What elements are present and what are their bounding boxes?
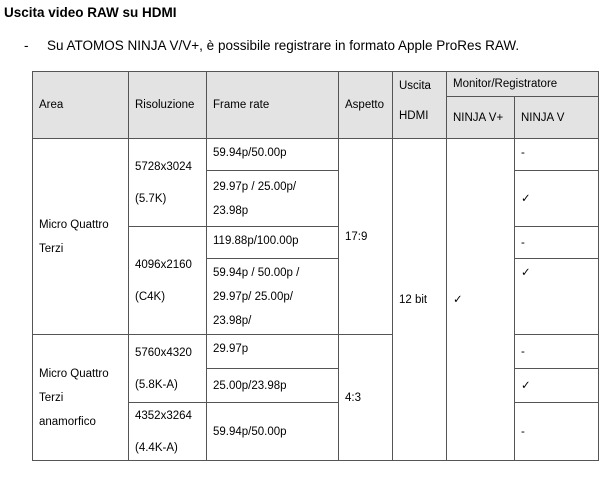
hdmi-output-value: 12 bit	[393, 139, 447, 461]
bullet-text: Su ATOMOS NINJA V/V+, è possibile registrare in formato Apple ProRes RAW.	[47, 38, 520, 53]
frame-rate-line: 23.98p/	[213, 314, 252, 327]
area-micro-four-thirds: Micro Quattro Terzi	[33, 139, 129, 335]
aspect-17-9: 17:9	[339, 139, 393, 335]
resolution-value: 4352x3264	[135, 409, 192, 422]
ninja-v-plus-check: ✓	[447, 139, 515, 461]
frame-rate-cell	[207, 171, 339, 227]
header-output-line2: HDMI	[399, 110, 429, 122]
frame-rate-line: 59.94p / 50.00p /	[213, 266, 300, 279]
header-ninja-v: NINJA V	[515, 97, 599, 139]
header-frame-rate: Frame rate	[207, 72, 339, 139]
frame-rate-line: 29.97p / 25.00p/	[213, 180, 297, 193]
resolution-label: (C4K)	[135, 290, 166, 303]
header-ninja-v-plus: NINJA V+	[447, 97, 515, 139]
header-output-line1: Uscita	[399, 80, 431, 92]
frame-rate-cell: 59.94p/50.00p	[207, 139, 339, 171]
resolution-value: 5728x3024	[135, 160, 192, 173]
resolution-label: (5.7K)	[135, 192, 167, 205]
resolution-value: 4096x2160	[135, 258, 192, 271]
frame-rate-cell	[207, 259, 339, 335]
header-area: Area	[33, 72, 129, 139]
resolution-label: (5.8K-A)	[135, 378, 178, 391]
header-monitor-recorder: Monitor/Registratore	[447, 72, 599, 97]
resolution-4352x3264	[129, 403, 207, 461]
page-title: Uscita video RAW su HDMI	[4, 5, 177, 20]
ninja-v-cell: -	[515, 403, 599, 461]
bullet-item	[24, 38, 519, 53]
resolution-value: 5760x4320	[135, 346, 192, 359]
frame-rate-line: 29.97p/ 25.00p/	[213, 290, 293, 303]
resolution-5728x3024	[129, 139, 207, 227]
ninja-v-cell: ✓	[515, 259, 599, 335]
frame-rate-cell: 59.94p/50.00p	[207, 403, 339, 461]
resolution-5760x4320	[129, 335, 207, 403]
bullet-marker: -	[24, 38, 29, 53]
ninja-v-cell: ✓	[515, 369, 599, 403]
ninja-v-cell: -	[515, 139, 599, 171]
frame-rate-cell: 25.00p/23.98p	[207, 369, 339, 403]
area-micro-four-thirds-anamorphic: Micro Quattro Terzi anamorfico	[33, 335, 129, 461]
frame-rate-line: 23.98p	[213, 204, 249, 217]
spec-table	[32, 71, 599, 461]
ninja-v-cell: -	[515, 227, 599, 259]
header-hdmi-output	[393, 72, 447, 139]
header-aspect: Aspetto	[339, 72, 393, 139]
ninja-v-cell: ✓	[515, 171, 599, 227]
frame-rate-cell: 119.88p/100.00p	[207, 227, 339, 259]
header-resolution: Risoluzione	[129, 72, 207, 139]
frame-rate-cell: 29.97p	[207, 335, 339, 369]
resolution-4096x2160	[129, 227, 207, 335]
ninja-v-cell: -	[515, 335, 599, 369]
resolution-label: (4.4K-A)	[135, 441, 178, 454]
aspect-4-3: 4:3	[339, 335, 393, 461]
